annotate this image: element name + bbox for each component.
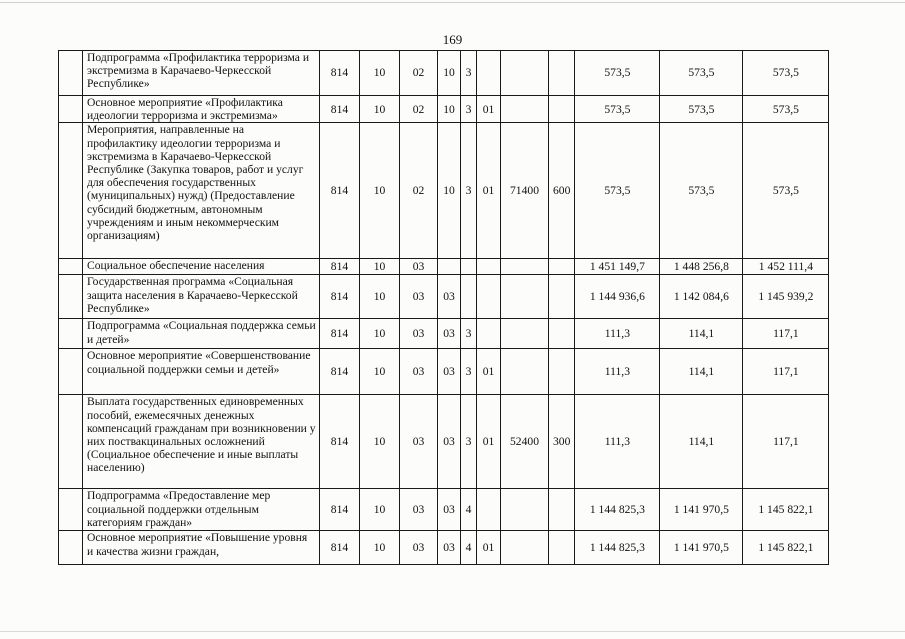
expense-type-cell — [549, 489, 575, 531]
subsection-cell: 03 — [400, 489, 438, 531]
section-cell: 10 — [360, 123, 400, 259]
grbs-cell: 814 — [320, 531, 360, 565]
target-article-activity-cell — [477, 259, 501, 275]
item-name-cell: Основное мероприятие «Повышение уровня и качества жизни граждан, — [83, 531, 320, 565]
grbs-cell: 814 — [320, 349, 360, 395]
scan-edge-top — [0, 2, 905, 3]
table-row — [59, 275, 829, 319]
grbs-cell: 814 — [320, 259, 360, 275]
row-marker-cell — [59, 96, 83, 123]
target-article-subprogram-cell: 3 — [461, 123, 477, 259]
grbs-cell: 814 — [320, 123, 360, 259]
target-article-direction-cell — [501, 275, 549, 319]
row-marker-cell — [59, 51, 83, 96]
grbs-cell: 814 — [320, 395, 360, 489]
item-name-cell: Государственная программа «Социальная защита населения в Карачаево-Черкесской Республике» — [83, 275, 320, 319]
amount-year1-cell: 1 144 825,3 — [575, 531, 660, 565]
amount-year1-cell: 1 451 149,7 — [575, 259, 660, 275]
amount-year3-cell: 117,1 — [743, 349, 829, 395]
target-article-program-cell: 03 — [438, 531, 461, 565]
amount-year2-cell: 573,5 — [660, 96, 743, 123]
amount-year1-cell: 573,5 — [575, 96, 660, 123]
subsection-cell: 03 — [400, 275, 438, 319]
target-article-program-cell: 03 — [438, 349, 461, 395]
table-row — [59, 489, 829, 531]
amount-year3-cell: 573,5 — [743, 123, 829, 259]
table-row — [59, 319, 829, 349]
grbs-cell: 814 — [320, 275, 360, 319]
row-marker-cell — [59, 259, 83, 275]
target-article-program-cell: 10 — [438, 96, 461, 123]
amount-year3-cell: 1 145 939,2 — [743, 275, 829, 319]
target-article-subprogram-cell: 3 — [461, 51, 477, 96]
item-name-cell: Подпрограмма «Социальная поддержка семьи и детей» — [83, 319, 320, 349]
target-article-program-cell: 10 — [438, 123, 461, 259]
amount-year2-cell: 1 141 970,5 — [660, 531, 743, 565]
amount-year2-cell: 114,1 — [660, 395, 743, 489]
target-article-direction-cell — [501, 319, 549, 349]
target-article-activity-cell: 01 — [477, 349, 501, 395]
target-article-subprogram-cell: 4 — [461, 531, 477, 565]
table-row — [59, 349, 829, 395]
target-article-program-cell: 03 — [438, 319, 461, 349]
target-article-activity-cell — [477, 489, 501, 531]
amount-year3-cell: 573,5 — [743, 96, 829, 123]
target-article-program-cell: 03 — [438, 395, 461, 489]
amount-year1-cell: 1 144 936,6 — [575, 275, 660, 319]
amount-year3-cell: 573,5 — [743, 51, 829, 96]
row-marker-cell — [59, 319, 83, 349]
item-name-cell: Основное мероприятие «Совершенствование социальной поддержки семьи и детей» — [83, 349, 320, 395]
target-article-program-cell: 03 — [438, 489, 461, 531]
subsection-cell: 03 — [400, 395, 438, 489]
row-marker-cell — [59, 395, 83, 489]
table-row — [59, 259, 829, 275]
table-row — [59, 531, 829, 565]
expense-type-cell — [549, 531, 575, 565]
target-article-activity-cell: 01 — [477, 531, 501, 565]
amount-year1-cell: 111,3 — [575, 319, 660, 349]
section-cell: 10 — [360, 319, 400, 349]
scan-edge-bottom — [0, 631, 905, 632]
amount-year1-cell: 111,3 — [575, 349, 660, 395]
amount-year3-cell: 117,1 — [743, 319, 829, 349]
subsection-cell: 02 — [400, 96, 438, 123]
item-name-cell: Подпрограмма «Предоставление мер социальной поддержки отдельным категориям граждан» — [83, 489, 320, 531]
target-article-activity-cell: 01 — [477, 395, 501, 489]
table-row — [59, 395, 829, 489]
section-cell: 10 — [360, 51, 400, 96]
expense-type-cell: 600 — [549, 123, 575, 259]
amount-year2-cell: 1 142 084,6 — [660, 275, 743, 319]
item-name-cell: Социальное обеспечение населения — [83, 259, 320, 275]
row-marker-cell — [59, 489, 83, 531]
section-cell: 10 — [360, 395, 400, 489]
amount-year3-cell: 1 145 822,1 — [743, 531, 829, 565]
target-article-program-cell — [438, 259, 461, 275]
target-article-activity-cell — [477, 275, 501, 319]
row-marker-cell — [59, 349, 83, 395]
row-marker-cell — [59, 275, 83, 319]
item-name-cell: Подпрограмма «Профилактика терроризма и экстремизма в Карачаево-Черкесской Республике» — [83, 51, 320, 96]
expense-type-cell — [549, 51, 575, 96]
amount-year2-cell: 114,1 — [660, 319, 743, 349]
amount-year2-cell: 573,5 — [660, 51, 743, 96]
row-marker-cell — [59, 531, 83, 565]
table-row — [59, 123, 829, 259]
amount-year2-cell: 1 141 970,5 — [660, 489, 743, 531]
expense-type-cell — [549, 349, 575, 395]
target-article-activity-cell — [477, 51, 501, 96]
target-article-subprogram-cell: 3 — [461, 395, 477, 489]
section-cell: 10 — [360, 259, 400, 275]
amount-year1-cell: 111,3 — [575, 395, 660, 489]
target-article-subprogram-cell: 4 — [461, 489, 477, 531]
subsection-cell: 03 — [400, 259, 438, 275]
item-name-cell: Выплата государственных единовременных пособий, ежемесячных денежных компенсаций гражданам при возникновении у них поствакцинальных осложнений (Социальное обеспечение и иные выплаты населению) — [83, 395, 320, 489]
section-cell: 10 — [360, 349, 400, 395]
target-article-direction-cell — [501, 349, 549, 395]
amount-year3-cell: 1 452 111,4 — [743, 259, 829, 275]
target-article-activity-cell: 01 — [477, 123, 501, 259]
amount-year2-cell: 573,5 — [660, 123, 743, 259]
section-cell: 10 — [360, 275, 400, 319]
target-article-subprogram-cell — [461, 259, 477, 275]
item-name-cell: Мероприятия, направленные на профилактику идеологии терроризма и экстремизма в Карачаево-Черкесской Республике (Закупка товаров, работ и услуг для обеспечения государственных (муниципальных) нужд) (Предоставление субсидий бюджетным, автономным учреждениям и иным некоммерческим организациям) — [83, 123, 320, 259]
amount-year3-cell: 117,1 — [743, 395, 829, 489]
expense-type-cell — [549, 319, 575, 349]
target-article-subprogram-cell: 3 — [461, 96, 477, 123]
target-article-subprogram-cell: 3 — [461, 319, 477, 349]
expense-type-cell: 300 — [549, 395, 575, 489]
target-article-program-cell: 10 — [438, 51, 461, 96]
target-article-direction-cell — [501, 96, 549, 123]
table-row — [59, 96, 829, 123]
target-article-subprogram-cell: 3 — [461, 349, 477, 395]
section-cell: 10 — [360, 531, 400, 565]
target-article-subprogram-cell — [461, 275, 477, 319]
amount-year1-cell: 1 144 825,3 — [575, 489, 660, 531]
target-article-activity-cell: 01 — [477, 96, 501, 123]
subsection-cell: 03 — [400, 531, 438, 565]
row-marker-cell — [59, 123, 83, 259]
target-article-activity-cell — [477, 319, 501, 349]
expense-type-cell — [549, 259, 575, 275]
grbs-cell: 814 — [320, 51, 360, 96]
item-name-cell: Основное мероприятие «Профилактика идеологии терроризма и экстремизма» — [83, 96, 320, 123]
section-cell: 10 — [360, 489, 400, 531]
subsection-cell: 02 — [400, 51, 438, 96]
subsection-cell: 03 — [400, 319, 438, 349]
amount-year1-cell: 573,5 — [575, 51, 660, 96]
target-article-direction-cell — [501, 489, 549, 531]
target-article-direction-cell — [501, 51, 549, 96]
target-article-direction-cell — [501, 259, 549, 275]
amount-year1-cell: 573,5 — [575, 123, 660, 259]
amount-year2-cell: 1 448 256,8 — [660, 259, 743, 275]
budget-table — [58, 50, 829, 565]
target-article-direction-cell — [501, 531, 549, 565]
page-number: 169 — [442, 32, 463, 47]
amount-year2-cell: 114,1 — [660, 349, 743, 395]
grbs-cell: 814 — [320, 319, 360, 349]
target-article-program-cell: 03 — [438, 275, 461, 319]
expense-type-cell — [549, 96, 575, 123]
grbs-cell: 814 — [320, 489, 360, 531]
target-article-direction-cell: 52400 — [501, 395, 549, 489]
expense-type-cell — [549, 275, 575, 319]
target-article-direction-cell: 71400 — [501, 123, 549, 259]
amount-year3-cell: 1 145 822,1 — [743, 489, 829, 531]
subsection-cell: 02 — [400, 123, 438, 259]
subsection-cell: 03 — [400, 349, 438, 395]
grbs-cell: 814 — [320, 96, 360, 123]
section-cell: 10 — [360, 96, 400, 123]
table-row — [59, 51, 829, 96]
